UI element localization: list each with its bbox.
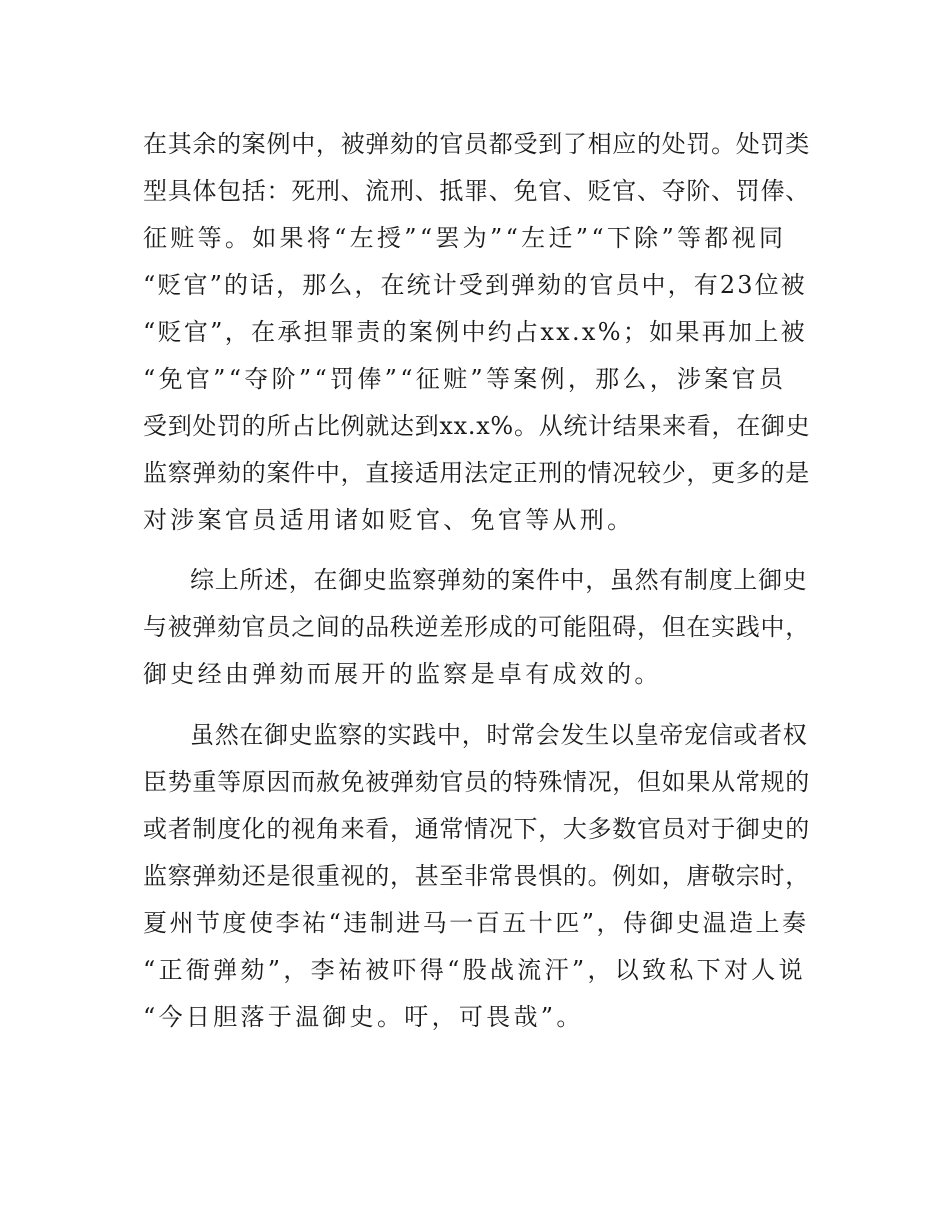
text-line: 综上所述，在御史监察弹劾的案件中，虽然有制度上御史 xyxy=(190,566,808,594)
text-line: 或者制度化的视角来看，通常情况下，大多数官员对于御史的 xyxy=(143,815,810,843)
text-line: 虽然在御史监察的实践中，时常会发生以皇帝宠信或者权 xyxy=(190,721,808,749)
text-line: 受到处罚的所占比例就达到xx.x%。从统计结果来看，在御史 xyxy=(143,412,811,440)
text-line: “贬官”的话，那么，在统计受到弹劾的官员中，有23位被 xyxy=(143,271,807,299)
text-line: 御史经由弹劾而展开的监察是卓有成效的。 xyxy=(143,660,662,688)
text-line: “贬官”，在承担罪责的案例中约占xx.x%；如果再加上被 xyxy=(143,318,807,346)
text-line: 在其余的案例中，被弹劾的官员都受到了相应的处罚。处罚类 xyxy=(143,130,810,158)
text-line: “免官”“夺阶”“罚俸”“征赃”等案例，那么，涉案官员 xyxy=(143,365,787,393)
text-line: 征赃等。如果将“左授”“罢为”“左迁”“下除”等都视同 xyxy=(143,224,787,252)
text-line: 监察弹劾还是很重视的，甚至非常畏惧的。例如，唐敬宗时， xyxy=(143,862,810,890)
text-line: 臣势重等原因而赦免被弹劾官员的特殊情况，但如果从常规的 xyxy=(143,768,810,796)
text-line: 夏州节度使李祐“违制进马一百五十匹”，侍御史温造上奏 xyxy=(143,909,809,937)
text-line: 型具体包括：死刑、流刑、抵罪、免官、贬官、夺阶、罚俸、 xyxy=(143,177,810,205)
text-line: 对涉案官员适用诸如贬官、免官等从刑。 xyxy=(143,506,635,534)
text-line: “正衙弹劾”，李祐被吓得“股战流汗”，以致私下对人说 xyxy=(143,956,806,984)
text-line: 监察弹劾的案件中，直接适用法定正刑的情况较少，更多的是 xyxy=(143,459,810,487)
text-line: “今日胆落于温御史。吁，可畏哉”。 xyxy=(143,1003,584,1031)
text-line: 与被弹劾官员之间的品秩逆差形成的可能阻碍，但在实践中， xyxy=(143,613,810,641)
